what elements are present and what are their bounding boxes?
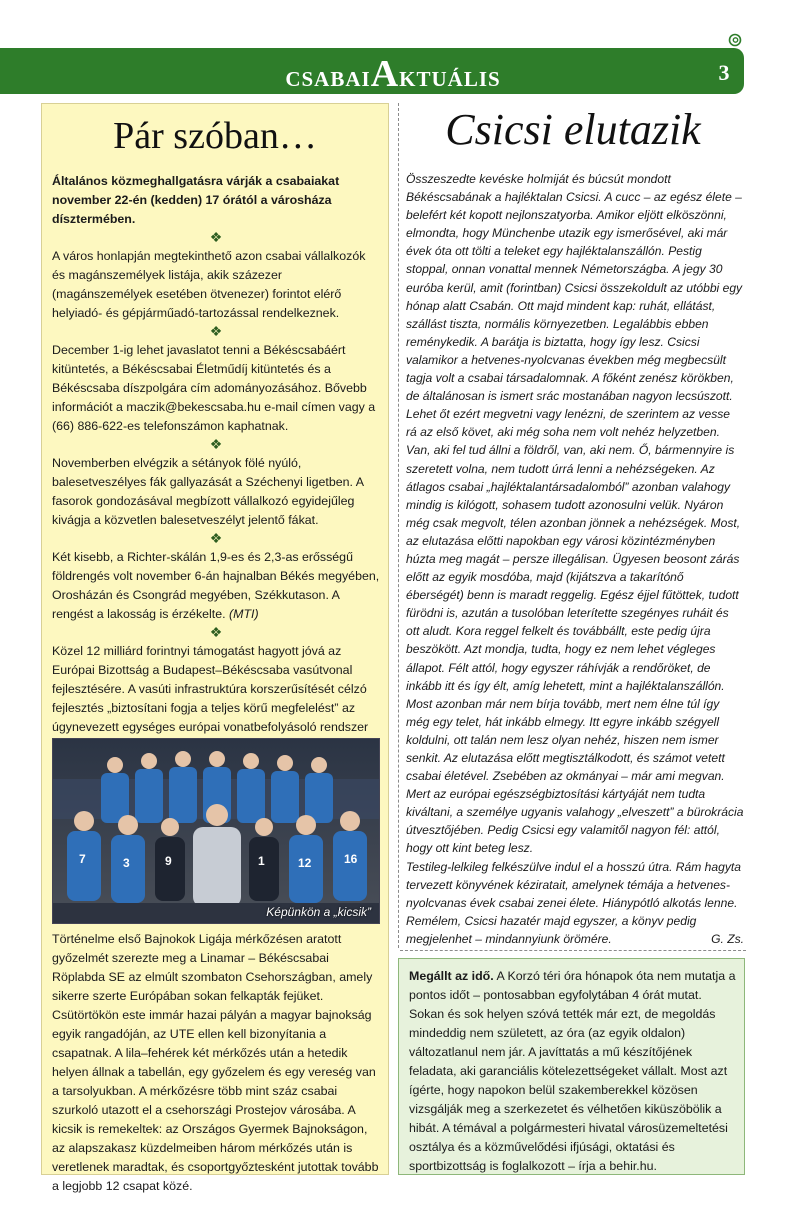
- clock-notice-body: A Korzó téri óra hónapok óta nem mutatja a pontos időt – pontosabban egyfolytában 4 órát mutat. Sokan és sok helyen szóvá tették már ezt, de megoldás mindeddig nem született, az óra (az egyik oldalon) változatlanul nem jár. A javíttatás a mű készítőjének feladata, aki garanciális kötelezettségeket vállalt. Most azt ígérte, hogy napokon belül szakemberekkel közösen vizsgálják meg a szerkezetet és vélhetően kiküszöbölik a hibát. A témával a polgármesteri hivatal városüzemeltetési osztálya és a közművelődési ifjúsági, oktatási és sportbizottság is foglalkozott – írja a behir.hu.: [409, 969, 736, 1173]
- brief-item-3: December 1-ig lehet javaslatot tenni a Békéscsabáért kitüntetés, a Békéscsabai Életműdíj kitüntetés és a Békéscsaba díszpolgára cím adományozásához. Bővebb információt a maczik@bekescsaba.hu e-mail címen vagy a (66) 886-622-es telefonszámon kaphatnak.: [52, 343, 376, 433]
- swirl-ornament-icon: [728, 33, 742, 47]
- svg-text:16: 16: [344, 852, 358, 866]
- volleyball-article: Történelme első Bajnokok Ligája mérkőzésen aratott győzelmét szerezte meg a Linamar – Békéscsabai Röplabda SE az elmúlt szombaton Csehországban, amely sikerre szerte Európában sokan felkapták fejüket. Csütörtökön este immár hazai pályán a magyar bajnokság egyik rangadóján, az UTE ellen kell bizonyítania a csapatnak. A lila–fehérek két mérkőzés után a hetedik helyen állnak a tabellán, egy győzelem és egy vereség van a tarsolyukban. A mérkőzésre több mint száz csabai szurkoló utazott el a csehországi Prostejov városába. A kicsik is remekeltek: az Országos Gyermek Bajnokságon, az alapszakasz küzdelmeiben három mérkőzés után is veretlenek maradtak, és csoportgyőztesként jutottak tovább a legjobb 12 csapat közé.: [52, 932, 379, 1193]
- photo-caption: Képünkön a „kicsik”: [266, 905, 371, 919]
- brief-item-2: A város honlapján megtekinthető azon csabai vállalkozók és magánszemélyek listája, akik százezer (magánszemélyek esetében ötvenezer) forintot elérő helyiadó- és gépjárműadó-tartozással rendelkeznek.: [52, 249, 366, 320]
- briefs-title: Pár szóban…: [113, 115, 317, 157]
- team-photo-image: [53, 739, 380, 924]
- page-number: 3: [718, 60, 730, 85]
- briefs-body: [52, 172, 380, 774]
- separator-ornament-icon: ❖: [209, 530, 223, 546]
- brief-item-6-text: Közel 12 milliárd forintnyi támogatást hagyott jóvá az Európai Bizottság a Budapest–Békéscsaba vasútvonal fejlesztésére. A vasúti infrastruktúra korszerűsítését célzó fejlesztés „biztosítani fogja a teljes körű megfelelést” az úgynevezett egységes európai vonatbefolyásoló rendszer: [52, 644, 369, 734]
- separator-ornament-icon: ❖: [209, 229, 223, 245]
- news-briefs-column: [41, 103, 389, 1193]
- svg-text:12: 12: [298, 856, 312, 870]
- article-title: Csicsi elutazik: [445, 105, 701, 154]
- masthead-part-1: csabai: [285, 60, 371, 93]
- article-text: Összeszedte kevéske holmiját és búcsút mondott Békéscsabának a hajléktalan Csicsi. A cucc – az egész élete – belefért két kopott nejlonszatyorba. Amikor eljött elköszönni, elmondta, hogy Münchenbe utazik egy ismerősével, aki már évek óta ott tölti a teleket egy hajléktalanszállón. Pestig stoppal, onnan vonattal mennek Németországba. A jegy 30 euróba kerül, amit (forintban) Csicsi összekoldult az utóbbi egy hónap alatt Csabán. Ott majd mindent kap: ruhát, ellátást, szállást tiszta, normális környezetben. Legalábbis ebben reménykedik. A barátja is biztatta, hogy így lesz. Csicsi valamikor a hetvenes-nyolcvanas években még megbecsült tagja volt a csabai társadalomnak. A főként zenész körökben, de általánosan is ismert srác mostanában nagyon lecsúszott. Lehet őt ezért megvetni vagy lenézni, de szerintem az vesse rá az első követ, aki még soha nem volt nehéz helyzetben. Van, aki fel tud állni a földről, van, aki nem. Ő, bármennyire is szeretett volna, nem tudott úrrá lenni a nehézségeken. Az átlagos csabai „hajléktalantársadalomból” azonban valahogy mindig is kilógott, sohasem tudott azonosulni velük. Nyáron még csak megvolt, télen azonban jönnek a nehézségek. Most, az elutazása előtti napokban egy városi közintézményben húzta meg magát – persze illegálisan. Ügyesen beosont zárás előtt az egyik mosdóba, majd (kijátszva a takarítónő éberségét) benn is maradt reggelig. Egész éjjel fűtöttek, tudott fürödni is, azután a tusolóban leterítette szegényes ruháit és ott aludt. Kora reggel felkelt és továbbállt, este pedig újra beszökött. Azt mondja, tudta, hogy ez nem lehet végleges állapot. Félt attól, hogy egyszer ráhívják a rendőröket, de inkább itt és így élt, amíg lehetett, mint a hajléktalanszállón. Most azonban már nem bírja tovább, mert nem élne túl így még egy telet, hát inkább elmegy. Itt egyre inkább szégyell koldulni, ott talán nem lesz olyan nehéz, hiszen nem ismer senkit. Az elutazása előtt megtisztálkodott, és számot vetett csabai életével. Zsebében az okmányai – már ami megvan. Mert az európai egészségbiztosítási kártyáját nem tudta kiváltani, a személye ugyanis valahogy „elveszett” a bürokrácia útvesztőjében. Pedig Csicsi egy valamitől nagyon fél: attól, hogy ott kint beteg lesz.: [406, 172, 744, 856]
- masthead-part-2: A: [370, 53, 400, 95]
- article-text-closing: Testileg-lelkileg felkészülve indul el a hosszú útra. Rám hagyta tervezett könyvének kéziratait, amelynek témája a hetvenes-nyolcvanas évek csabai zenei élete. Hiánypótló alkotás lenne. Remélem, Csicsi hazatér majd egyszer, a könyv pedig megjelenhet – mindannyiunk örömére.: [406, 859, 741, 946]
- brief-item-1: Általános közmeghallgatásra várják a csabaiakat november 22-én (kedden) 17 órától a városháza dísztermében.: [52, 174, 340, 226]
- brief-item-4: Novemberben elvégzik a sétányok fölé nyúló, balesetveszélyes fák gallyazását a Széchenyi ligetben. A fasorok gondozásával megbízott vállalkozó egyidejűleg kivágja a közvetlen balesetveszélyt jelentő fákat.: [52, 456, 364, 527]
- brief-item-5-source: (MTI): [229, 607, 259, 621]
- clock-notice-text: [409, 967, 737, 1176]
- masthead-part-3: ktuális: [399, 60, 501, 93]
- team-photo: [52, 738, 380, 924]
- article-signature: G. Zs.: [711, 931, 744, 946]
- article-bottom-rule: [400, 950, 746, 951]
- clock-notice-box: [398, 958, 745, 1175]
- article-body: [406, 170, 744, 948]
- separator-ornament-icon: ❖: [209, 624, 223, 640]
- separator-ornament-icon: ❖: [209, 436, 223, 452]
- svg-text:1: 1: [258, 854, 265, 868]
- svg-text:9: 9: [165, 854, 172, 868]
- svg-text:7: 7: [79, 852, 86, 866]
- clock-notice-lead: Megállt az idő.: [409, 969, 494, 983]
- separator-ornament-icon: ❖: [209, 323, 223, 339]
- column-divider: [398, 103, 399, 948]
- brief-item-5: [52, 548, 380, 624]
- svg-text:3: 3: [123, 856, 130, 870]
- masthead-title: [0, 52, 786, 96]
- brief-item-5-text: Két kisebb, a Richter-skálán 1,9-es és 2,3-as erősségű földrengés volt november 6-án hajnalban Békés megyében, Orosházán és Csongrád megyében, Székkutason. A rengést a lakosság is érzékelte.: [52, 550, 380, 621]
